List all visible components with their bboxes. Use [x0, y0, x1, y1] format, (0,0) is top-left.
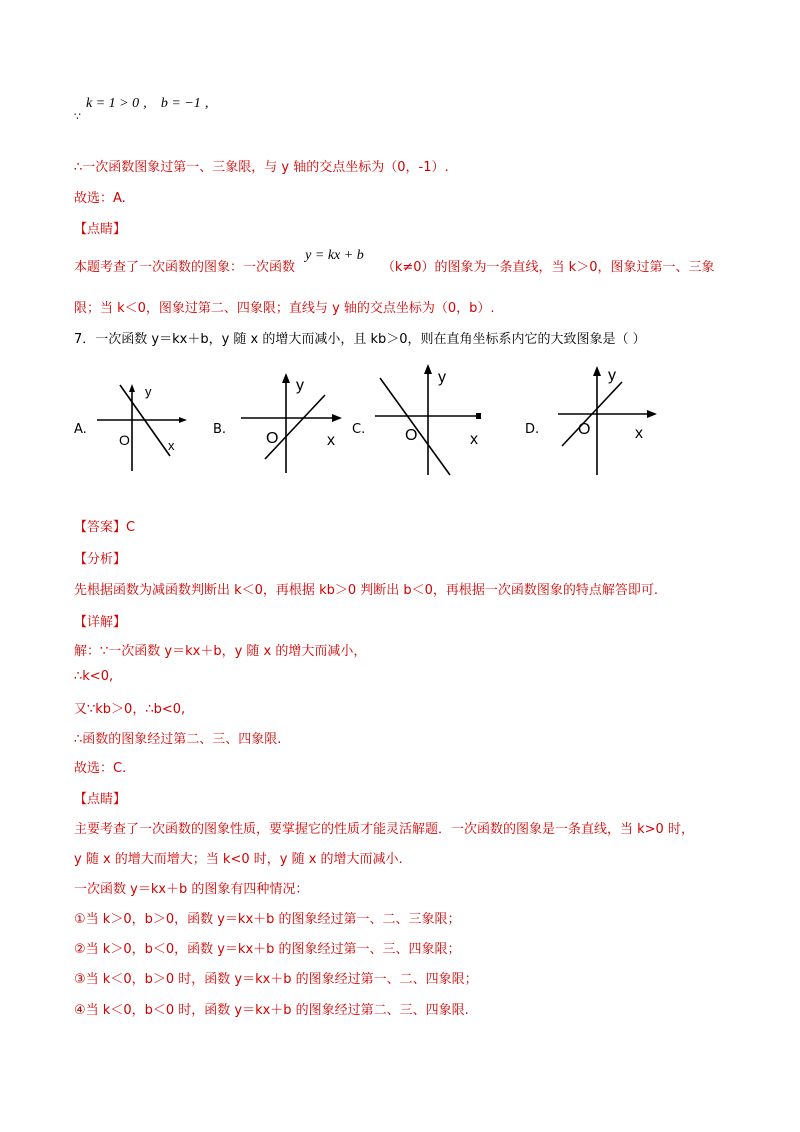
because-symbol: ∵	[74, 110, 81, 123]
dianjing-line: 主要考查了一次函数的图象性质，要掌握它的性质才能灵活解题．一次函数的图象是一条直线，当 k>0 时，	[74, 822, 694, 837]
axis-x-label: x	[635, 425, 643, 442]
dianjing-header: 【点睛】	[74, 792, 127, 807]
answer-value: C	[126, 520, 136, 535]
dianjing-line: 一次函数 y＝kx＋b 的图象有四种情况：	[74, 882, 309, 897]
detail-line: 解：∵一次函数 y＝kx＋b，y 随 x 的增大而减小，	[74, 644, 367, 659]
given-conditions	[74, 96, 208, 112]
analysis-header: 【分析】	[74, 552, 127, 567]
comma: ,	[204, 96, 209, 111]
dianjing-header: 【点睛】	[74, 222, 127, 237]
comma: ,	[143, 96, 147, 111]
condition-b: b = −1	[160, 96, 201, 111]
axis-y-label: y	[608, 367, 616, 384]
option-c-label: C.	[352, 422, 366, 437]
axis-x-label: x	[327, 432, 335, 449]
detail-line: ∴函数的图象经过第二、三、四象限.	[74, 732, 282, 747]
axis-y-label: y	[296, 377, 304, 394]
graph-c	[370, 360, 490, 480]
dianjing-line: y 随 x 的增大而增大；当 k<0 时，y 随 x 的增大而减小.	[74, 852, 403, 867]
dianjing-line: ②当 k＞0，b＜0，函数 y＝kx＋b 的图象经过第一、三、四象限；	[74, 942, 461, 957]
dianjing-line: ③当 k＜0，b＞0 时，函数 y＝kx＋b 的图象经过第一、二、四象限；	[74, 972, 478, 987]
origin-label: O	[266, 430, 279, 447]
dianjing-line2: 限；当 k＜0，图象过第二、四象限；直线与 y 轴的交点坐标为（0，b）.	[74, 301, 495, 316]
answer-header: 【答案】	[74, 520, 127, 535]
analysis-text: 先根据函数为减函数判断出 k＜0，再根据 kb＞0 判断出 b＜0，再根据一次函数图象的特点解答即可.	[74, 583, 659, 598]
condition-k: k = 1 > 0	[86, 96, 140, 111]
detail-line: 又∵kb＞0，∴b<0,	[74, 702, 186, 717]
dianjing-part1: 本题考查了一次函数的图象：一次函数	[74, 260, 296, 275]
graph-a	[92, 378, 192, 473]
option-a-label: A.	[74, 422, 87, 437]
dianjing-line: ④当 k＜0，b＜0 时，函数 y＝kx＋b 的图象经过第二、三、四象限.	[74, 1003, 469, 1018]
detail-line: ∴k<0,	[74, 669, 114, 684]
axis-y-label: y	[438, 369, 446, 386]
therefore-line: ∴一次函数图象过第一、三象限，与 y 轴的交点坐标为（0，-1）.	[74, 160, 449, 175]
dianjing-line: ①当 k＞0，b＞0，函数 y＝kx＋b 的图象经过第一、二、三象限；	[74, 912, 461, 927]
question-text: 7．一次函数 y＝kx＋b，y 随 x 的增大而减小，且 kb＞0，则在直角坐标系内它的大致图象是（ ）	[74, 332, 646, 347]
graph-d	[555, 362, 665, 477]
formula: y = kx + b	[305, 248, 364, 263]
axis-x-label: x	[470, 431, 478, 448]
origin-label: O	[578, 421, 591, 438]
origin-label: O	[405, 427, 418, 444]
dianjing-part2: （k≠0）的图象为一条直线，当 k＞0，图象过第一、三象	[381, 260, 715, 275]
detail-header: 【详解】	[74, 615, 127, 630]
detail-line: 故选：C.	[74, 761, 127, 776]
choice-line: 故选：A.	[74, 191, 126, 206]
option-b-label: B.	[213, 422, 227, 437]
axis-y-label: y	[145, 384, 152, 399]
origin-label: O	[119, 432, 130, 448]
graph-b	[238, 365, 348, 475]
option-d-label: D.	[525, 422, 540, 437]
answer-line	[74, 516, 135, 535]
axis-x-label: x	[168, 438, 175, 453]
dianjing-text	[74, 248, 715, 276]
